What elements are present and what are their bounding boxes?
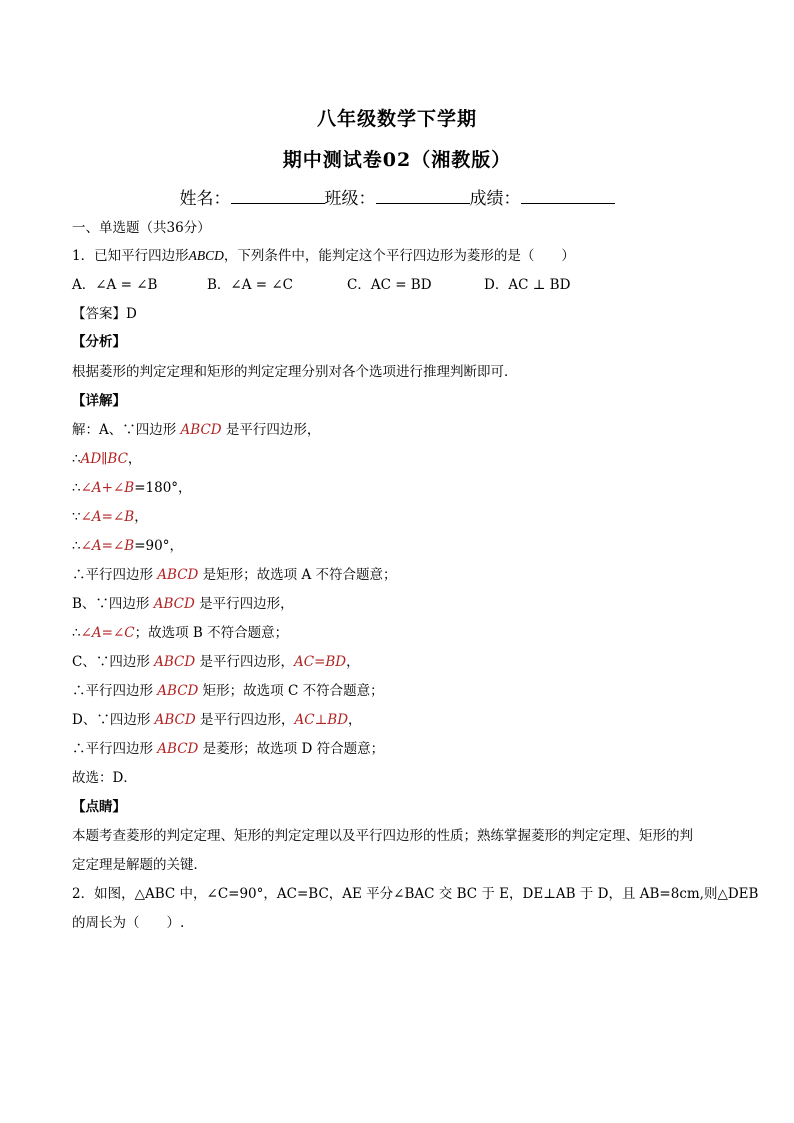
comment-line-1: 本题考查菱形的判定定理、矩形的判定定理以及平行四边形的性质；熟练掌握菱形的判定定理、矩形的判 [72,828,693,844]
page-subtitle: 期中测试卷02（湘教版） [282,149,512,171]
question-1-options [72,276,570,294]
solution-line: ∴∠A+∠B=180°， [72,480,192,496]
class-label: 班级： [324,189,376,209]
option-c: C．AC = BD [347,277,432,293]
name-label: 姓名： [179,189,231,209]
solution-line: ∴平行四边形 ABCD 矩形；故选项 C 不符合题意； [72,683,384,699]
score-label: 成绩： [469,189,521,209]
score-blank [521,188,615,204]
solution-line: C、∵四边形 ABCD 是平行四边形，AC=BD， [72,654,360,670]
solution-line: D、∵四边形 ABCD 是平行四边形，AC⊥BD， [72,712,362,728]
analysis-text: 根据菱形的判定定理和矩形的判定定理分别对各个选项进行推理判断即可． [72,364,518,380]
solution-line: 解：A、∵四边形 ABCD 是平行四边形， [72,422,321,438]
option-a: A．∠A = ∠B [72,277,158,293]
solution-line: ∴平行四边形 ABCD 是矩形；故选项 A 不符合题意； [72,567,397,583]
option-d: D．AC ⊥ BD [484,277,571,293]
question-1-stem: 1．已知平行四边形ABCD，下列条件中，能判定这个平行四边形为菱形的是（ ） [72,248,575,264]
solution-line: ∴AD∥BC， [72,451,142,467]
solution-line: ∴平行四边形 ABCD 是菱形；故选项 D 符合题意； [72,741,385,757]
page-title: 八年级数学下学期 [316,108,477,130]
option-b: B．∠A = ∠C [207,277,294,293]
answer-line: 【答案】D [72,306,137,322]
analysis-label: 【分析】 [72,334,126,350]
question-2-line-2: 的周长为（ ）. [72,915,185,931]
class-blank [376,188,470,204]
section-heading: 一、单选题（共36分） [72,220,211,236]
solution-line: ∴∠A=∠C；故选项 B 不符合题意； [72,625,289,641]
comment-line-2: 定定理是解题的关键． [72,857,207,873]
comment-label: 【点睛】 [72,799,126,815]
detail-label: 【详解】 [72,393,126,409]
solution-line: ∵∠A=∠B， [72,509,148,525]
question-2-line-1: 2．如图，△ABC 中，∠C=90°，AC=BC，AE 平分∠BAC 交 BC 于 E，DE⊥AB 于 D，且 AB=8cm,则△DEB [72,886,759,902]
name-blank [231,188,325,204]
student-info-row [0,184,794,209]
solution-line: 故选：D． [72,770,137,786]
solution-line: B、∵四边形 ABCD 是平行四边形， [72,596,294,612]
solution-line: ∴∠A=∠B=90°， [72,538,183,554]
